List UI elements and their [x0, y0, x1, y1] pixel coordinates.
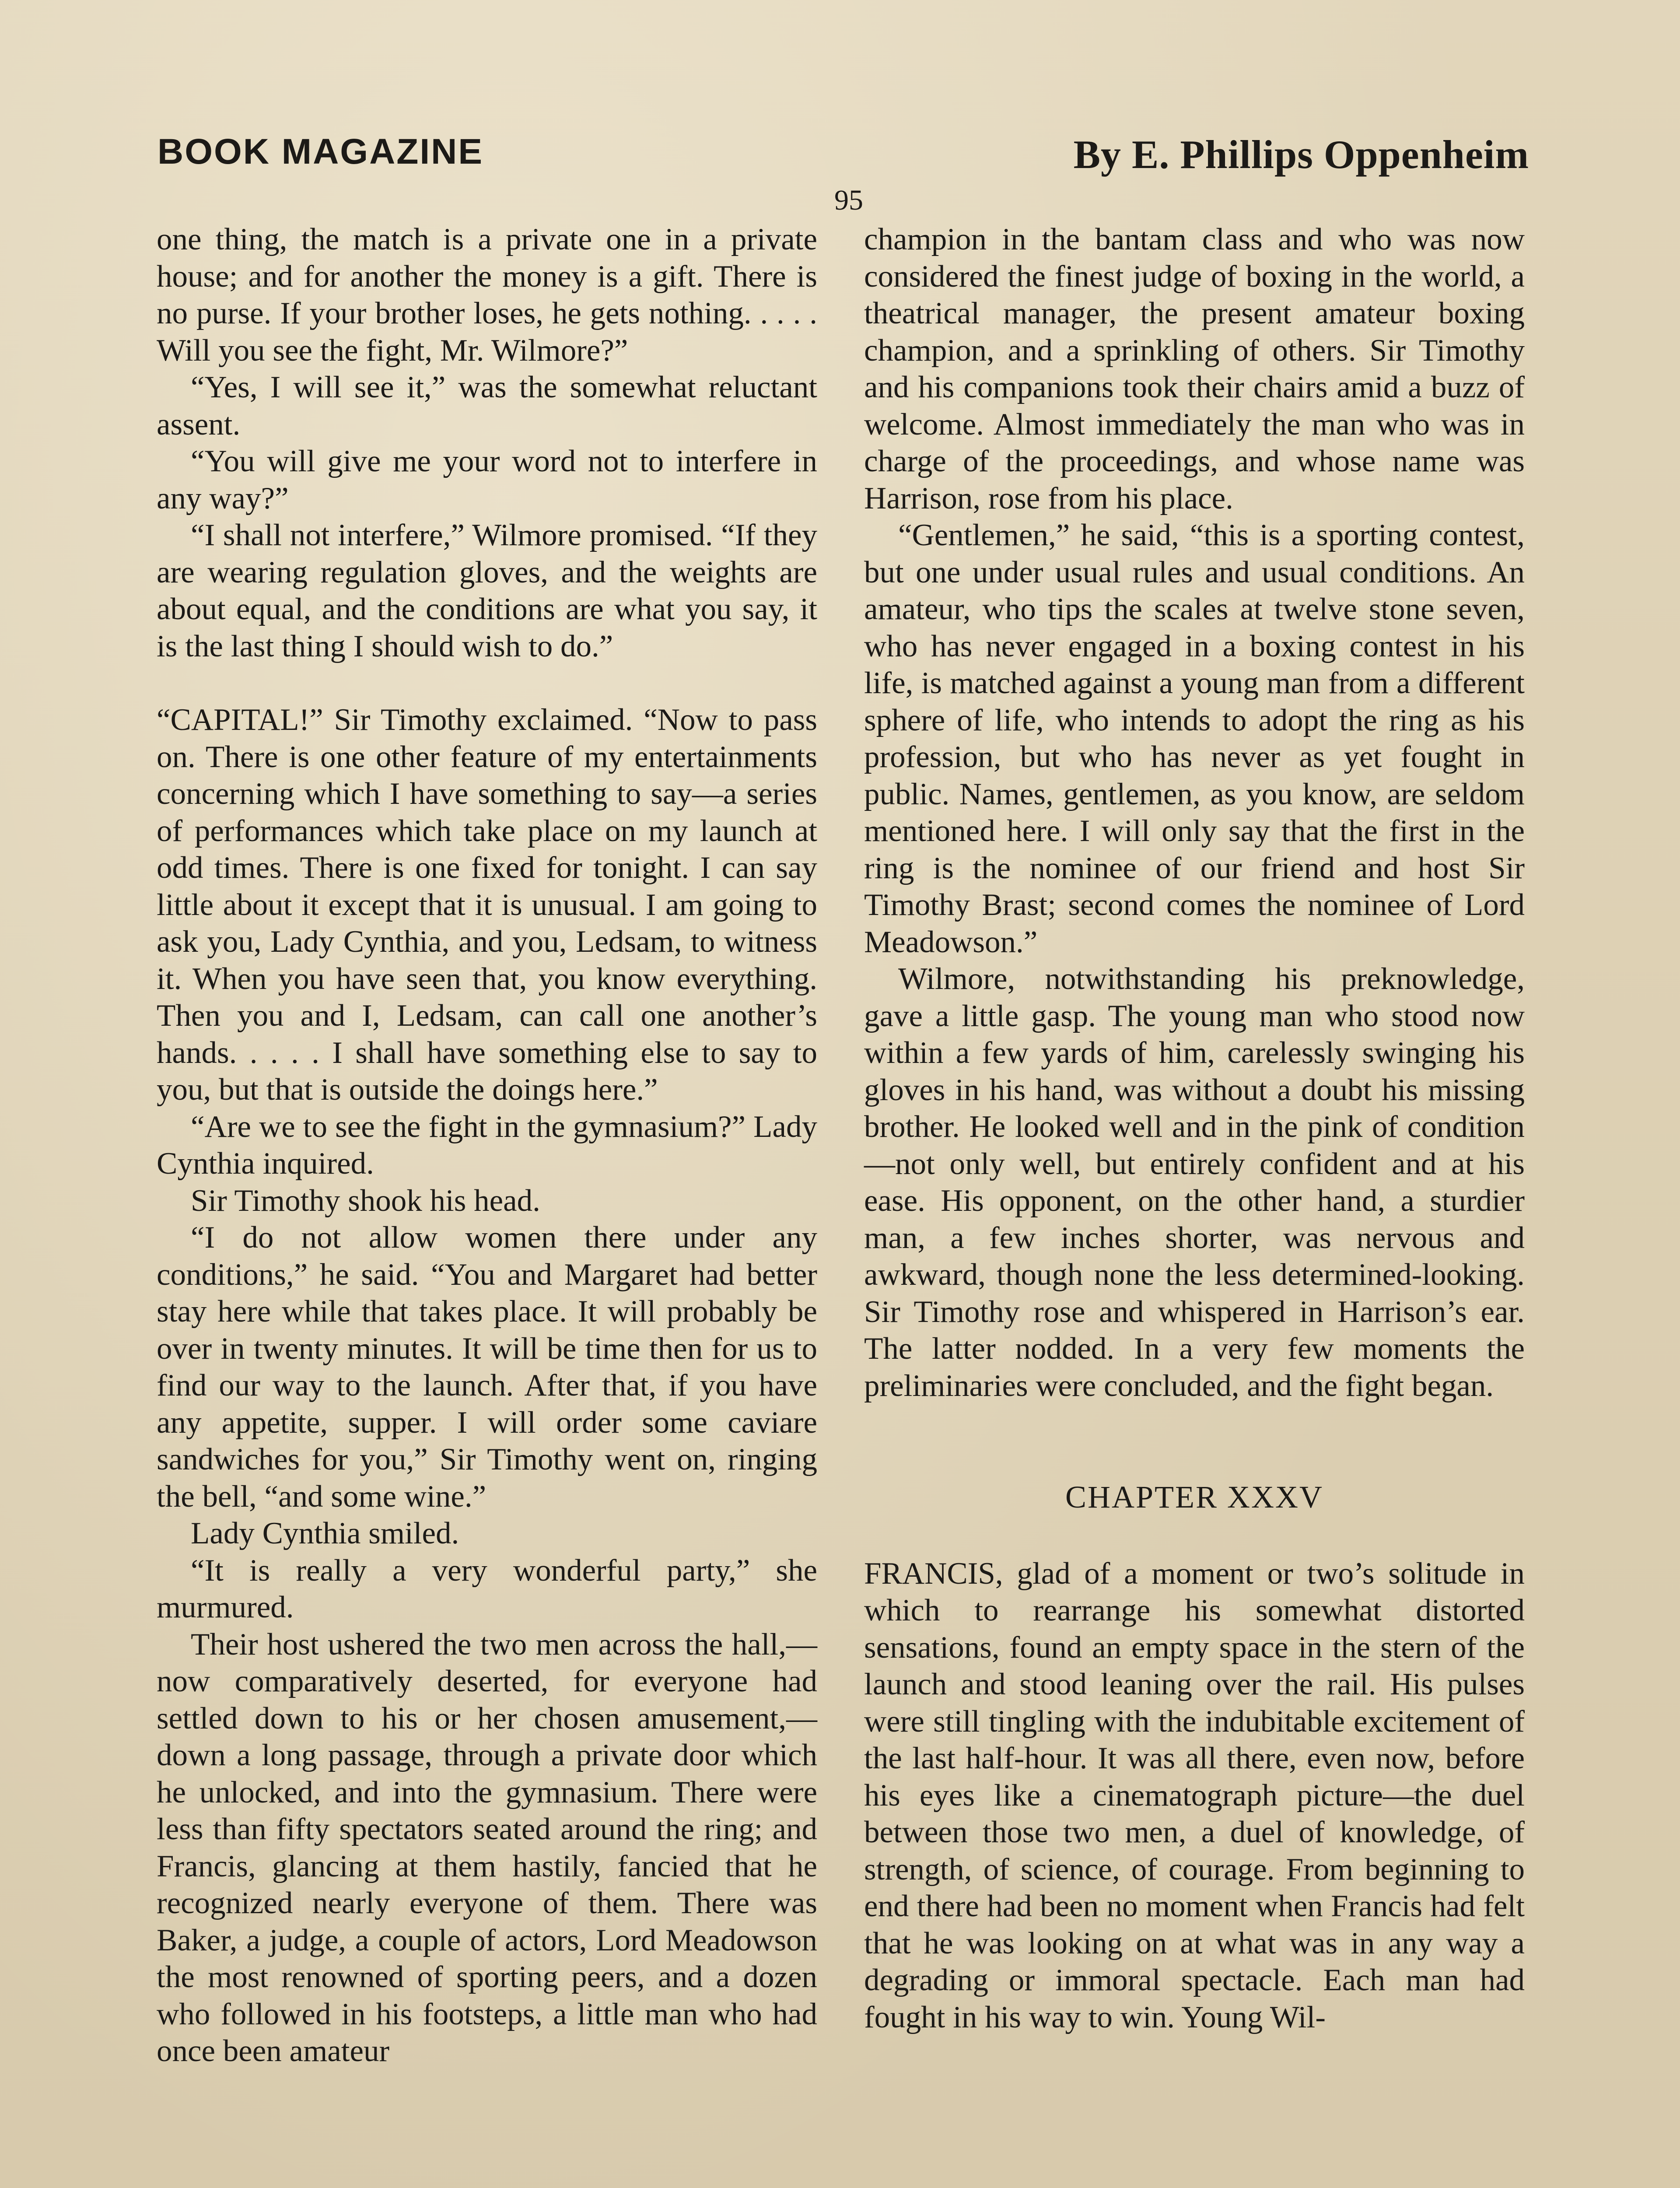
- paragraph: “It is really a very wonderful party,” she murmured.: [157, 1553, 817, 1624]
- left-column: [157, 221, 817, 2070]
- running-header: [158, 131, 1529, 188]
- paragraph: “Gentlemen,” he said, “this is a sporting contest, but one under usual rules and usual conditions. An amateur, who tips the scales at twelve stone seven, who has never engaged in a boxing contest in his life, is matched against a young man from a different sphere of life, who intends to adopt the ring as his profession, but who has never as yet fought in public. Names, gentlemen, as you know, are seldom mentioned here. I will only say that the first in the ring is the nominee of our friend and host Sir Timothy Brast; second comes the nominee of Lord Meadowson.”: [864, 518, 1525, 959]
- page-number: 95: [834, 184, 863, 216]
- chapter-heading: CHAPTER XXXV: [1065, 1480, 1324, 1515]
- paragraph: Their host ushered the two men across the hall,—now comparatively deserted, for everyone had settled down to his or her chosen amusement,—down a long passage, through a private door which he unlocked, and into the gymnasium. There were less than fifty spectators seated around the ring; and Francis, glancing at them hastily, fancied that he recognized nearly everyone of them. There was Baker, a judge, a couple of actors, Lord Meadowson the most renowned of sporting peers, and a dozen who followed in his footsteps, a little man who had once been amateur: [157, 1627, 817, 2068]
- right-column: [864, 221, 1525, 2036]
- paragraph: “Yes, I will see it,” was the somewhat reluctant assent.: [157, 370, 817, 442]
- paragraph-drop-cap: FRANCIS, glad of a moment or two’s solitude in which to rearrange his somewhat distorted sensations, found an empty space in the stern of the launch and stood leaning over the rail. His pulses were still tingling with the indubitable excitement of the last half-hour. It was all there, even now, before his eyes like a cinematograph picture—the duel between those two men, a duel of knowledge, of strength, of science, of courage. From beginning to end there had been no moment when Francis had felt that he was looking on at what was in any way a degrading or immoral spectacle. Each man had fought in his way to win. Young Wil-: [864, 1556, 1525, 2034]
- paragraph: “You will give me your word not to interfere in any way?”: [157, 444, 817, 515]
- paragraph: Wilmore, notwithstanding his preknowledge, gave a little gasp. The young man who stood now within a few yards of him, carelessly swinging his gloves in his hand, was without a doubt his missing brother. He looked well and in the pink of condition—not only well, but entirely confident and at his ease. His opponent, on the other hand, a sturdier man, a few inches shorter, was nervous and awkward, though none the less determined-looking. Sir Timothy rose and whispered in Harrison’s ear. The latter nodded. In a very few moments the preliminaries were concluded, and the fight began.: [864, 962, 1525, 1403]
- paragraph-drop-cap: “CAPITAL!” Sir Timothy exclaimed. “Now to pass on. There is one other feature of my entertainments concerning which I have something to say—a series of performances which take place on my launch at odd times. There is one fixed for tonight. I can say little about it except that it is unusual. I am going to ask you, Lady Cynthia, and you, Ledsam, to witness it. When you have seen that, you know everything. Then you and I, Ledsam, can call one another’s hands. . . . . I shall have something else to say to you, but that is outside the doings here.”: [157, 703, 817, 1107]
- paragraph: “Are we to see the fight in the gymnasium?” Lady Cynthia inquired.: [157, 1109, 817, 1181]
- paragraph: “I shall not interfere,” Wilmore promised. “If they are wearing regulation gloves, and the weights are about equal, and the conditions are what you say, it is the last thing I should wish to do.”: [157, 518, 817, 663]
- paragraph: Lady Cynthia smiled.: [191, 1516, 459, 1550]
- magazine-title: BOOK MAGAZINE: [158, 132, 484, 172]
- paragraph: “I do not allow women there under any conditions,” he said. “You and Margaret had better stay here while that takes place. It will probably be over in twenty minutes. It will be time then for us to find our way to the launch. After that, if you have any appetite, supper. I will order some caviare sandwiches for you,” Sir Timothy went on, ringing the bell, “and some wine.”: [157, 1220, 817, 1514]
- paragraph: Sir Timothy shook his head.: [191, 1183, 540, 1218]
- paragraph: one thing, the match is a private one in a private house; and for another the money is a gift. There is no purse. If your brother loses, he gets nothing. . . . . Will you see the fight, Mr. Wilmore?”: [157, 222, 817, 368]
- author-byline: By E. Phillips Oppenheim: [1073, 132, 1529, 177]
- paragraph: champion in the bantam class and who was now considered the finest judge of boxing in the world, a theatrical manager, the present amateur boxing champion, and a sprinkling of others. Sir Timothy and his companions took their chairs amid a buzz of welcome. Almost immediately the man who was in charge of the proceedings, and whose name was Harrison, rose from his place.: [864, 222, 1525, 515]
